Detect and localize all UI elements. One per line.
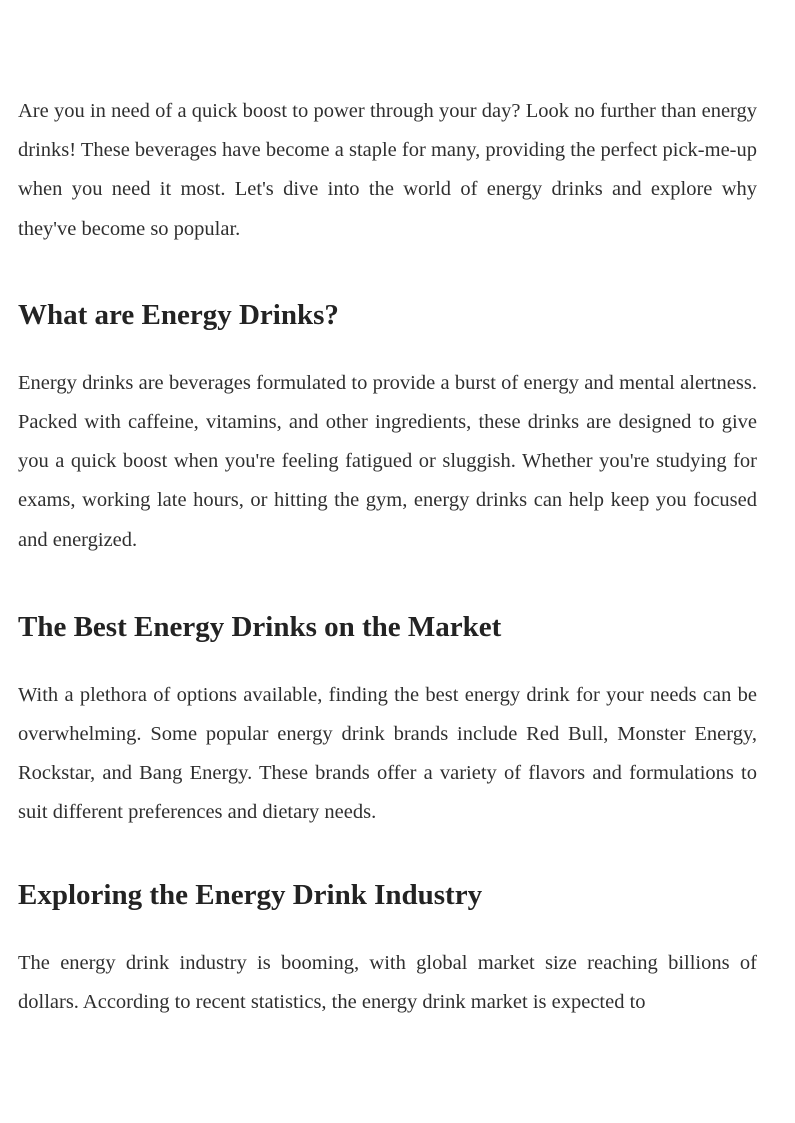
section-heading-what-are-energy-drinks: What are Energy Drinks? (18, 298, 339, 331)
intro-paragraph: Are you in need of a quick boost to power through your day? Look no further than energy drinks! These beverages have become a staple for many, providing the perfect pick-me-up when you need it most. Let's dive into the world of energy drinks and explore why they've become so popular. (18, 100, 757, 240)
section-heading-energy-drink-industry: Exploring the Energy Drink Industry (18, 878, 483, 911)
section-body-best-energy-drinks: With a plethora of options available, finding the best energy drink for your needs can be overwhelming. Some popular energy drink brands include Red Bull, Monster Energy, Rockstar, and Bang Energy. These brands offer a variety of flavors and formulations to suit different preferences and dietary needs. (18, 683, 757, 824)
section-heading-best-energy-drinks: The Best Energy Drinks on the Market (18, 610, 502, 643)
section-body-energy-drink-industry: The energy drink industry is booming, with global market size reaching billions of dollars. According to recent statistics, the energy drink market is expected to (18, 951, 757, 1013)
article (18, 92, 757, 1022)
section-body-what-are-energy-drinks: Energy drinks are beverages formulated to provide a burst of energy and mental alertness. Packed with caffeine, vitamins, and other ingredients, these drinks are designed to give you a quick boost when you're feeling fatigued or sluggish. Whether you're studying for exams, working late hours, or hitting the gym, energy drinks can help keep you focused and energized. (18, 371, 757, 551)
